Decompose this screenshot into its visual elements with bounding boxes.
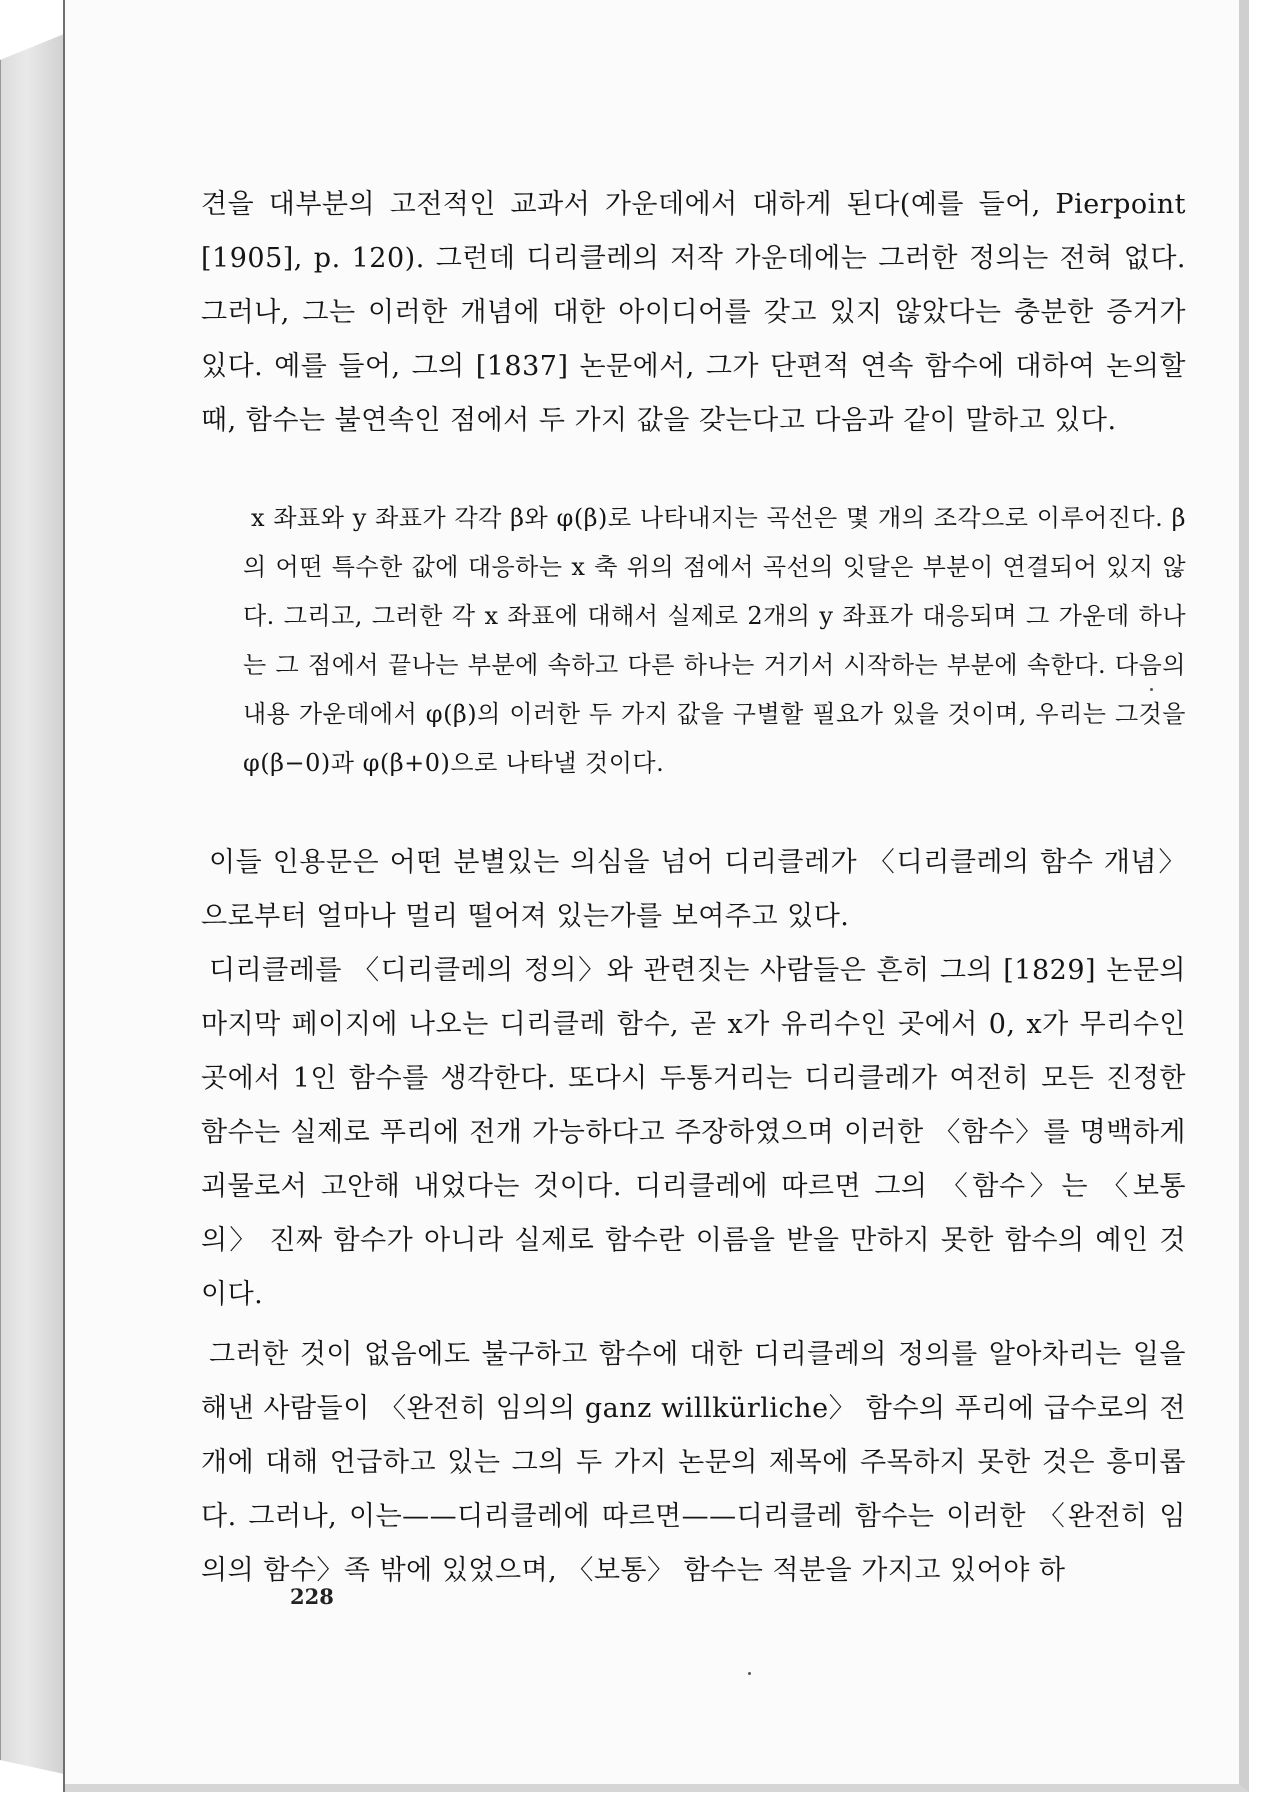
block-quote <box>243 494 1186 788</box>
paragraph-2: 이들 인용문은 어떤 분별있는 의심을 넘어 디리클레가 〈디리클레의 함수 개념〉으로부터 얼마나 멀리 떨어져 있는가를 보여주고 있다. <box>201 847 1186 932</box>
book-spine <box>0 34 65 1774</box>
dust-speck <box>748 1672 751 1675</box>
paragraph-3: 디리클레를 〈디리클레의 정의〉와 관련짓는 사람들은 흔히 그의 [1829] 논문의 마지막 페이지에 나오는 디리클레 함수, 곧 x가 유리수인 곳에서 0, x가 무리수인 곳에서 1인 함수를 생각한다. 또다시 두통거리는 디리클레가 여전히 모든 진정한 함수는 실제로 푸리에 전개 가능하다고 주장하였으며 이러한 〈함수〉를 명백하게 괴물로서 고안해 내었다는 것이다. 디리클레에 따르면 그의 〈함수〉는 〈보통의〉 진짜 함수가 아니라 실제로 함수란 이름을 받을 만하지 못한 함수의 예인 것이다. <box>201 955 1186 1310</box>
page-number: 228 <box>290 1584 334 1609</box>
page-body <box>201 178 1186 1598</box>
quote-text: x 좌표와 y 좌표가 각각 β와 φ(β)로 나타내지는 곡선은 몇 개의 조각으로 이루어진다. β의 어떤 특수한 값에 대응하는 x 축 위의 점에서 곡선의 잇달은 부분이 연결되어 있지 않다. 그리고, 그러한 각 x 좌표에 대해서 실제로 2개의 y 좌표가 대응되며 그 가운데 하나는 그 점에서 끝나는 부분에 속하고 다른 하나는 거기서 시작하는 부분에 속한다. 다음의 내용 가운데에서 φ(β)의 이러한 두 가지 값을 구별할 필요가 있을 것이며, 우리는 그것을 φ(β−0)과 φ(β+0)으로 나타낼 것이다. <box>243 504 1186 777</box>
dust-speck <box>1150 688 1153 691</box>
book-page <box>65 0 1249 1792</box>
paragraph-1: 견을 대부분의 고전적인 교과서 가운데에서 대하게 된다(예를 들어, Pierpoint [1905], p. 120). 그런데 디리클레의 저작 가운데에는 그러한 정의는 전혀 없다. 그러나, 그는 이러한 개념에 대한 아이디어를 갖고 있지 않았다는 충분한 증거가 있다. 예를 들어, 그의 [1837] 논문에서, 그가 단편적 연속 함수에 대하여 논의할 때, 함수는 불연속인 점에서 두 가지 값을 갖는다고 다음과 같이 말하고 있다. <box>201 189 1186 436</box>
paragraph-4: 그러한 것이 없음에도 불구하고 함수에 대한 디리클레의 정의를 알아차리는 일을 해낸 사람들이 〈완전히 임의의 ganz willkürliche〉 함수의 푸리에 급수로의 전개에 대해 언급하고 있는 그의 두 가지 논문의 제목에 주목하지 못한 것은 흥미롭다. 그러나, 이는——디리클레에 따르면——디리클레 함수는 이러한 〈완전히 임의의 함수〉족 밖에 있었으며, 〈보통〉 함수는 적분을 가지고 있어야 하 <box>201 1339 1186 1586</box>
